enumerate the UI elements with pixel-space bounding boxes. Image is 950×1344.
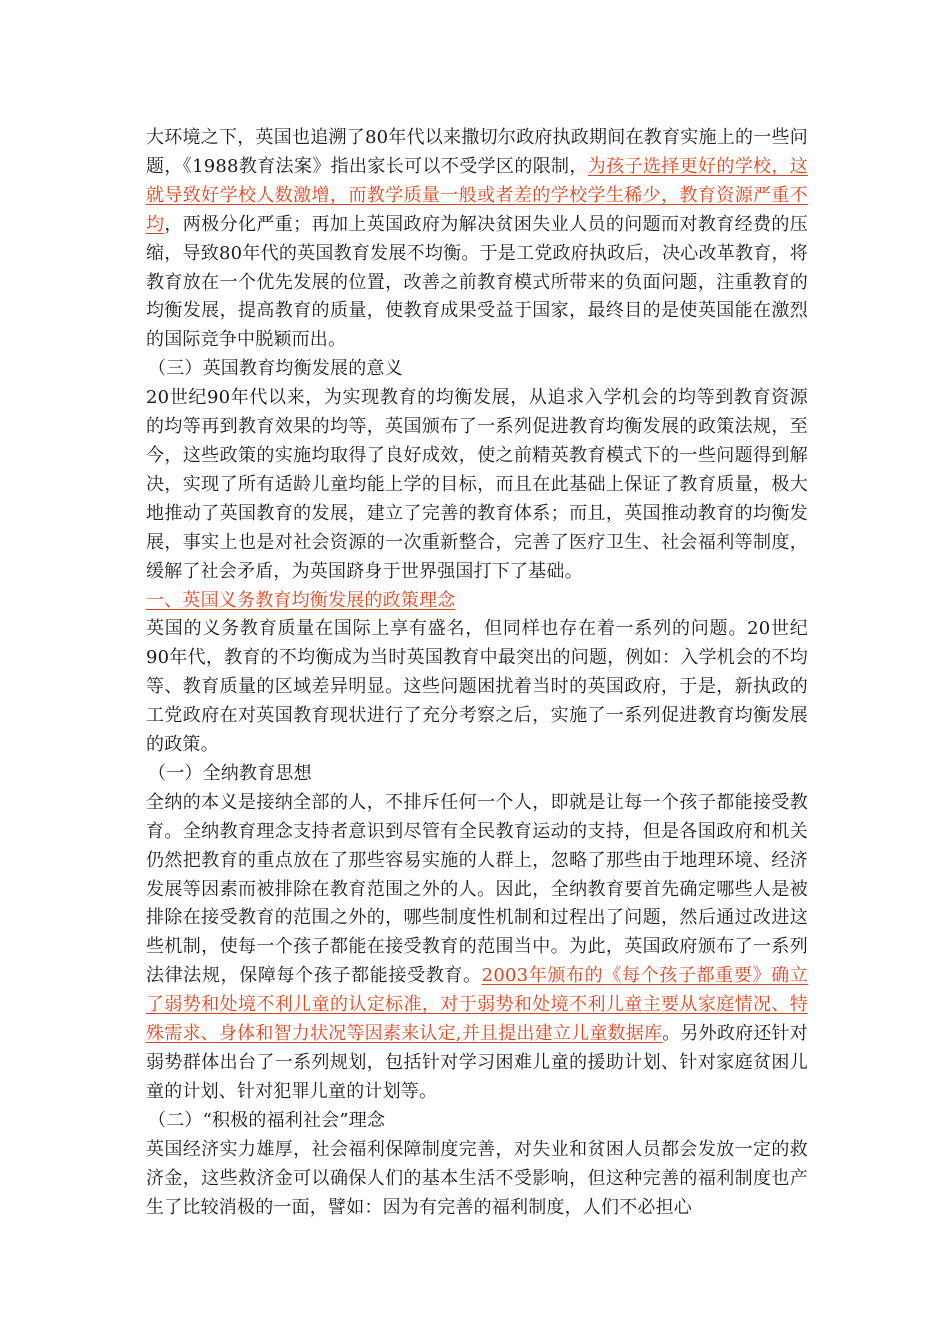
highlighted-text: 2003年颁布的《每个孩子都重要》确立了弱势和处境不利儿童的认定标准，对于弱势和处境不利儿童主要从家庭情况、特殊需求、身体和智力状况等因素来认定,并且提出建立儿童数据库	[146, 965, 808, 1045]
subheading-inclusive-education: （一）全纳教育思想	[148, 762, 312, 784]
highlighted-text: 为孩子选择更好的学校，这就导致好学校人数激增，而教学质量一般或者差的学校学生稀少，教育资源严重不均	[146, 155, 808, 235]
paragraph-welfare-society: 英国经济实力雄厚，社会福利保障制度完善，对失业和贫困人员都会发放一定的救济金，这些救济金可以确保人们的基本生活不受影响，但这种完善的福利制度也产生了比较消极的一面，譬如：因为有完善的福利制度，人们不必担心	[146, 1138, 808, 1218]
paragraph-policy-intro: 英国的义务教育质量在国际上享有盛名，但同样也存在着一系列的问题。20世纪90年代，教育的不均衡成为当时英国教育中最突出的问题，例如：入学机会的不均等、教育质量的区域差异明显。这些问题困扰着当时的英国政府，于是，新执政的工党政府在对英国教育现状进行了充分考察之后，实施了一系列促进教育均衡发展的政策。	[146, 618, 808, 756]
subheading-significance: （三）英国教育均衡发展的意义	[148, 358, 403, 380]
document-body	[146, 124, 808, 1222]
section-heading-policy-concepts[interactable]: 一、英国义务教育均衡发展的政策理念	[146, 589, 456, 611]
subheading-welfare-society: （二）“积极的福利社会”理念	[148, 1109, 386, 1131]
paragraph-text: 。另外政府还针对弱势群体出台了一系列规划，包括针对学习困难儿童的援助计划、针对家庭贫困儿童的计划、针对犯罪儿童的计划等。	[146, 1023, 808, 1102]
paragraph-background	[146, 124, 808, 355]
paragraph-text: 全纳的本义是接纳全部的人，不排斥任何一个人，即就是让每一个孩子都能接受教育。全纳教育理念支持者意识到尽管有全民教育运动的支持，但是各国政府和机关仍然把教育的重点放在了那些容易实施的人群上，忽略了那些由于地理环境、经济发展等因素而被排除在教育范围之外的人。因此，全纳教育要首先确定哪些人是被排除在接受教育的范围之外的，哪些制度性机制和过程出了问题，然后通过改进这些机制，使每一个孩子都能在接受教育的范围当中。为此，英国政府颁布了一系列法律法规，保障每个孩子都能接受教育。	[146, 791, 808, 987]
paragraph-text: 大环境之下，英国也追溯了80年代以来撒切尔政府执政期间在教育实施上的一些问题，《1988教育法案》指出家长可以不受学区的限制，	[146, 127, 808, 177]
paragraph-inclusive-education	[146, 789, 808, 1107]
paragraph-significance: 20世纪90年代以来，为实现教育的均衡发展，从追求入学机会的均等到教育资源的均等再到教育效果的均等，英国颁布了一系列促进教育均衡发展的政策法规，至今，这些政策的实施均取得了良好成效，使之前精英教育模式下的一些问题得到解决，实现了所有适龄儿童均能上学的目标，而且在此基础上保证了教育质量，极大地推动了英国教育的发展，建立了完善的教育体系；而且，英国推动教育的均衡发展，事实上也是对社会资源的一次重新整合，完善了医疗卫生、社会福利等制度，缓解了社会矛盾，为英国跻身于世界强国打下了基础。	[146, 387, 808, 582]
paragraph-text: ，两极分化严重；再加上英国政府为解决贫困失业人员的问题而对教育经费的压缩，导致80年代的英国教育发展不均衡。于是工党政府执政后，决心改革教育，将教育放在一个优先发展的位置，改善之前教育模式所带来的负面问题，注重教育的均衡发展，提高教育的质量，使教育成果受益于国家，最终目的是使英国能在激烈的国际竞争中脱颖而出。	[146, 213, 809, 351]
